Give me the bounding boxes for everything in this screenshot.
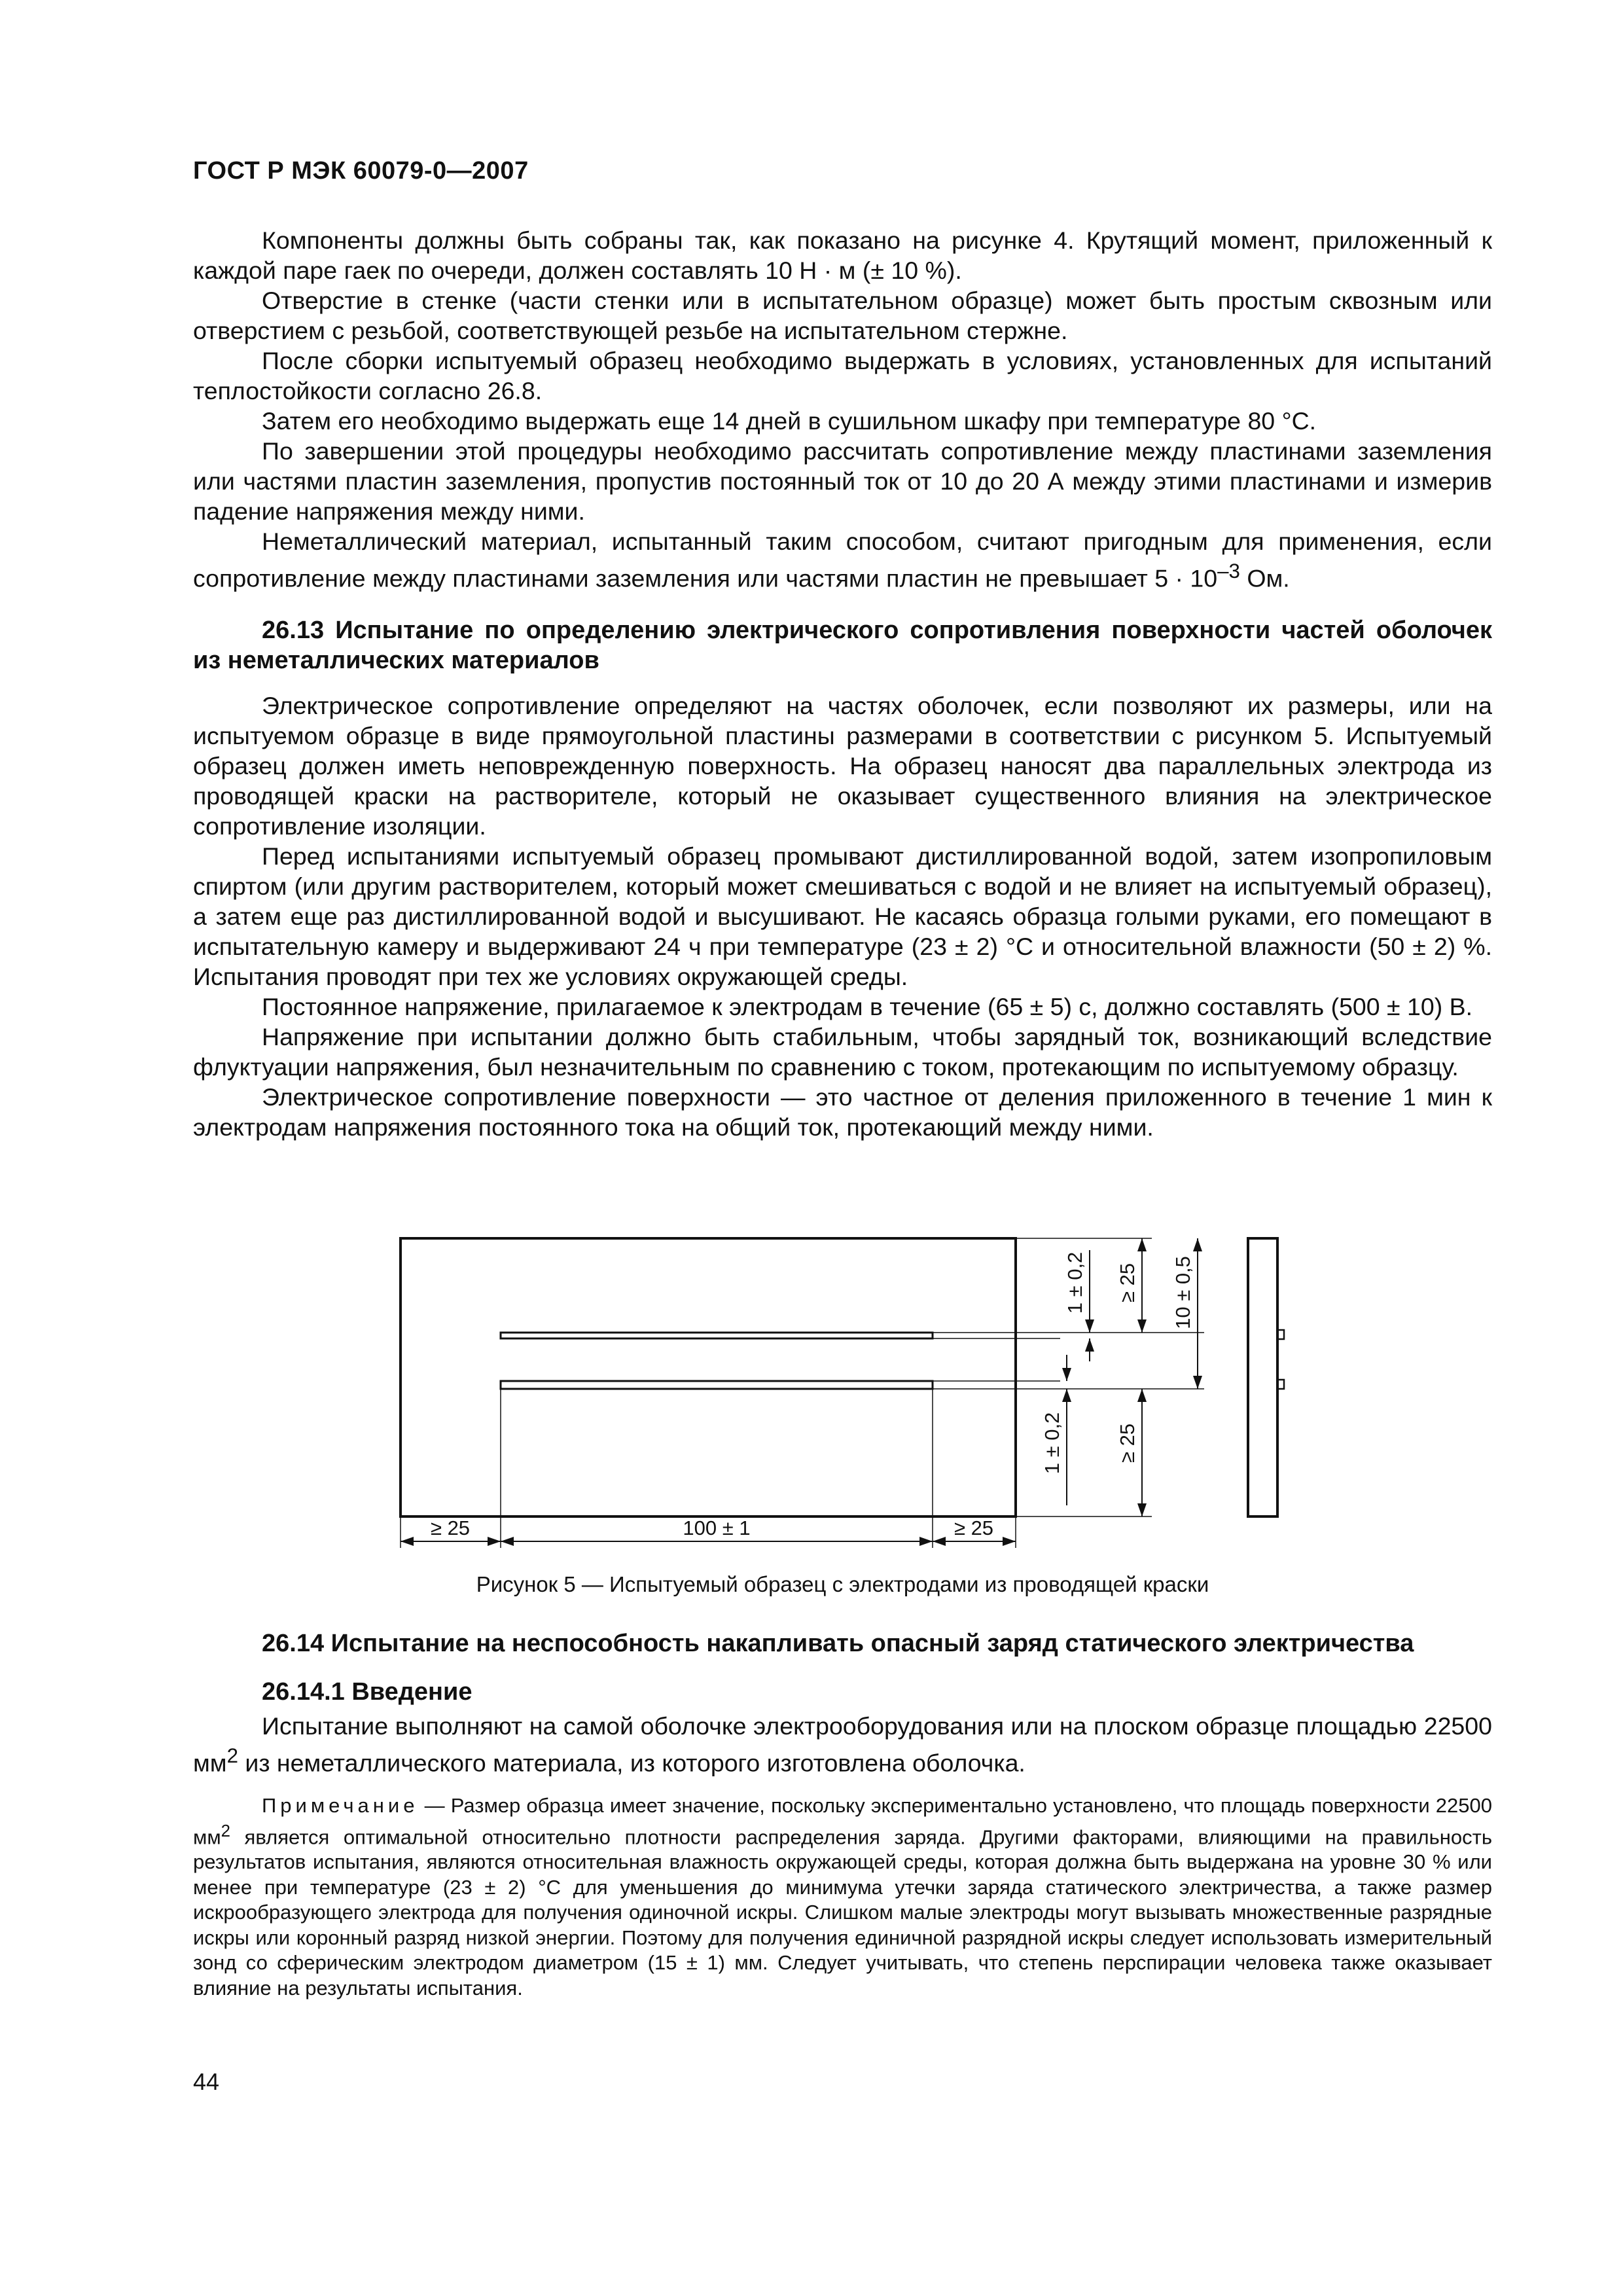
paragraph: Постоянное напряжение, прилагаемое к электродам в течение (65 ± 5) с, должно составлять (500 ± 10) В.: [262, 993, 1473, 1020]
resistance-paragraph: [193, 526, 1492, 594]
section-26-13-heading-block: [193, 615, 1492, 675]
dim-gap-top-label: 1 ± 0,2: [1063, 1251, 1086, 1314]
figure-caption: Рисунок 5 — Испытуемый образец с электродами из проводящей краски: [476, 1572, 1209, 1596]
paragraph: Напряжение при испытании должно быть стабильным, чтобы зарядный ток, возникающий вследствие флуктуации напряжения, был незначительным по сравнению с током, протекающим по испытуемому образцу.: [193, 1023, 1492, 1081]
test-plate: [401, 1238, 1016, 1516]
section-26-13-body: [193, 691, 1492, 1142]
paragraph: После сборки испытуемый образец необходимо выдержать в условиях, установленных для испытаний теплостойкости согласно 26.8.: [193, 347, 1492, 404]
note-label: Примечание: [262, 1794, 419, 1817]
note-paragraph: [193, 1793, 1492, 2001]
paragraph: Электрическое сопротивление поверхности — это частное от деления приложенного в течение 1 мин к электродам напряжения постоянного тока на общий ток, протекающий между ними.: [193, 1083, 1492, 1141]
dim-gap-bottom-label: 1 ± 0,2: [1041, 1412, 1063, 1475]
dim-top-margin-label: ≥ 25: [1116, 1263, 1139, 1303]
dim-center-label: 100 ± 1: [683, 1516, 751, 1539]
text: является оптимальной относительно плотности распределения заряда. Другими факторами, влияющими на правильность результатов испытания, являются относительная влажность окружающей среды, которая должна быть выдержана на уровне 30 % или менее при температуре (23 ± 2) °С для уменьшения до минимума утечки заряда статического электричества, а также размер искрообразующего электрода для получения одиночной искры. Слишком малые электроды могут вызывать множественные разрядные искры или коронный разряд низкой энергии. Поэтому для получения единичной разрядной искры следует использовать измерительный зонд со сферическим электродом диаметром (15 ± 1) мм. Следует учитывать, что степень перспирации человека также оказывает влияние на результаты испытания.: [193, 1825, 1492, 2000]
dim-left-label: ≥ 25: [430, 1516, 471, 1539]
dim-right-label: ≥ 25: [954, 1516, 994, 1539]
text: из неметаллического материала, из которого изготовлена оболочка.: [238, 1749, 1026, 1777]
superscript: 2: [226, 1744, 238, 1767]
text: — Размер образца имеет значение, поскольку экспериментально установлено, что площадь поверхности 22500 мм: [193, 1794, 1492, 1848]
paragraph: Затем его необходимо выдержать еще 14 дней в сушильном шкафу при температуре 80 °С.: [262, 407, 1317, 435]
paragraph: По завершении этой процедуры необходимо рассчитать сопротивление между пластинами заземления или частями пластин заземления, пропустив постоянный ток от 10 до 20 А между этими пластинами и измерив падение напряжения между ними.: [193, 437, 1492, 525]
page-number: 44: [193, 2068, 220, 2095]
text: Испытание выполняют на самой оболочке электрооборудования или на плоском образце площадью 22500 мм: [193, 1712, 1492, 1777]
section-26-14-heading-block: [193, 1628, 1492, 1659]
paragraph: Компоненты должны быть собраны так, как показано на рисунке 4. Крутящий момент, приложенный к каждой паре гаек по очереди, должен составлять 10 Н · м (± 10 %).: [193, 226, 1492, 284]
section-heading: 26.14 Испытание на неспособность накапливать опасный заряд статического электричества: [262, 1630, 1414, 1657]
text: Ом.: [1240, 564, 1290, 592]
side-view: [1248, 1238, 1277, 1516]
intro-section: [193, 225, 1492, 594]
document-header: ГОСТ Р МЭК 60079-0—2007: [193, 157, 529, 185]
section-heading: 26.13 Испытание по определению электрического сопротивления поверхности частей оболочек из неметаллических материалов: [193, 617, 1492, 674]
dim-spacing-label: 10 ± 0,5: [1171, 1256, 1194, 1329]
exponent: –3: [1217, 560, 1240, 583]
note-block: [193, 1793, 1492, 2001]
paragraph: Отверстие в стенке (части стенки или в испытательном образце) может быть простым сквозным или отверстием с резьбой, соответствующей резьбе на испытательном стержне.: [193, 287, 1492, 344]
dim-bottom-margin-label: ≥ 25: [1116, 1423, 1139, 1463]
text: Неметаллический материал, испытанный таким способом, считают пригодным для применения, если сопротивление между пластинами заземления или частями пластин не превышает 5 · 10: [193, 528, 1492, 592]
electrode-bottom: [501, 1381, 933, 1389]
superscript: 2: [221, 1821, 230, 1840]
section-26-14-1: [193, 1677, 1492, 1778]
paragraph: Электрическое сопротивление определяют на частях оболочек, если позволяют их размеры, или на испытуемом образце в виде прямоугольной пластины размерами в соответствии с рисунком 5. Испытуемый образец должен иметь неповрежденную поверхность. На образец наносят два параллельных электрода из проводящей краски на растворителе, который не оказывает существенного влияния на электрическое сопротивление изоляции.: [193, 692, 1492, 840]
paragraph: [193, 1711, 1492, 1778]
paragraph: Перед испытаниями испытуемый образец промывают дистиллированной водой, затем изопропиловым спиртом (или другим растворителем, который может смешиваться с водой и не влияет на испытуемый образец), а затем еще раз дистиллированной водой и высушивают. Не касаясь образца голыми руками, его помещают в испытательную камеру и выдерживают 24 ч при температуре (23 ± 2) °С и относительной влажности (50 ± 2) %. Испытания проводят при тех же условиях окружающей среды.: [193, 842, 1492, 990]
electrode-top: [501, 1333, 933, 1338]
subsection-heading: 26.14.1 Введение: [262, 1678, 473, 1706]
figure-5-diagram: [386, 1224, 1289, 1551]
